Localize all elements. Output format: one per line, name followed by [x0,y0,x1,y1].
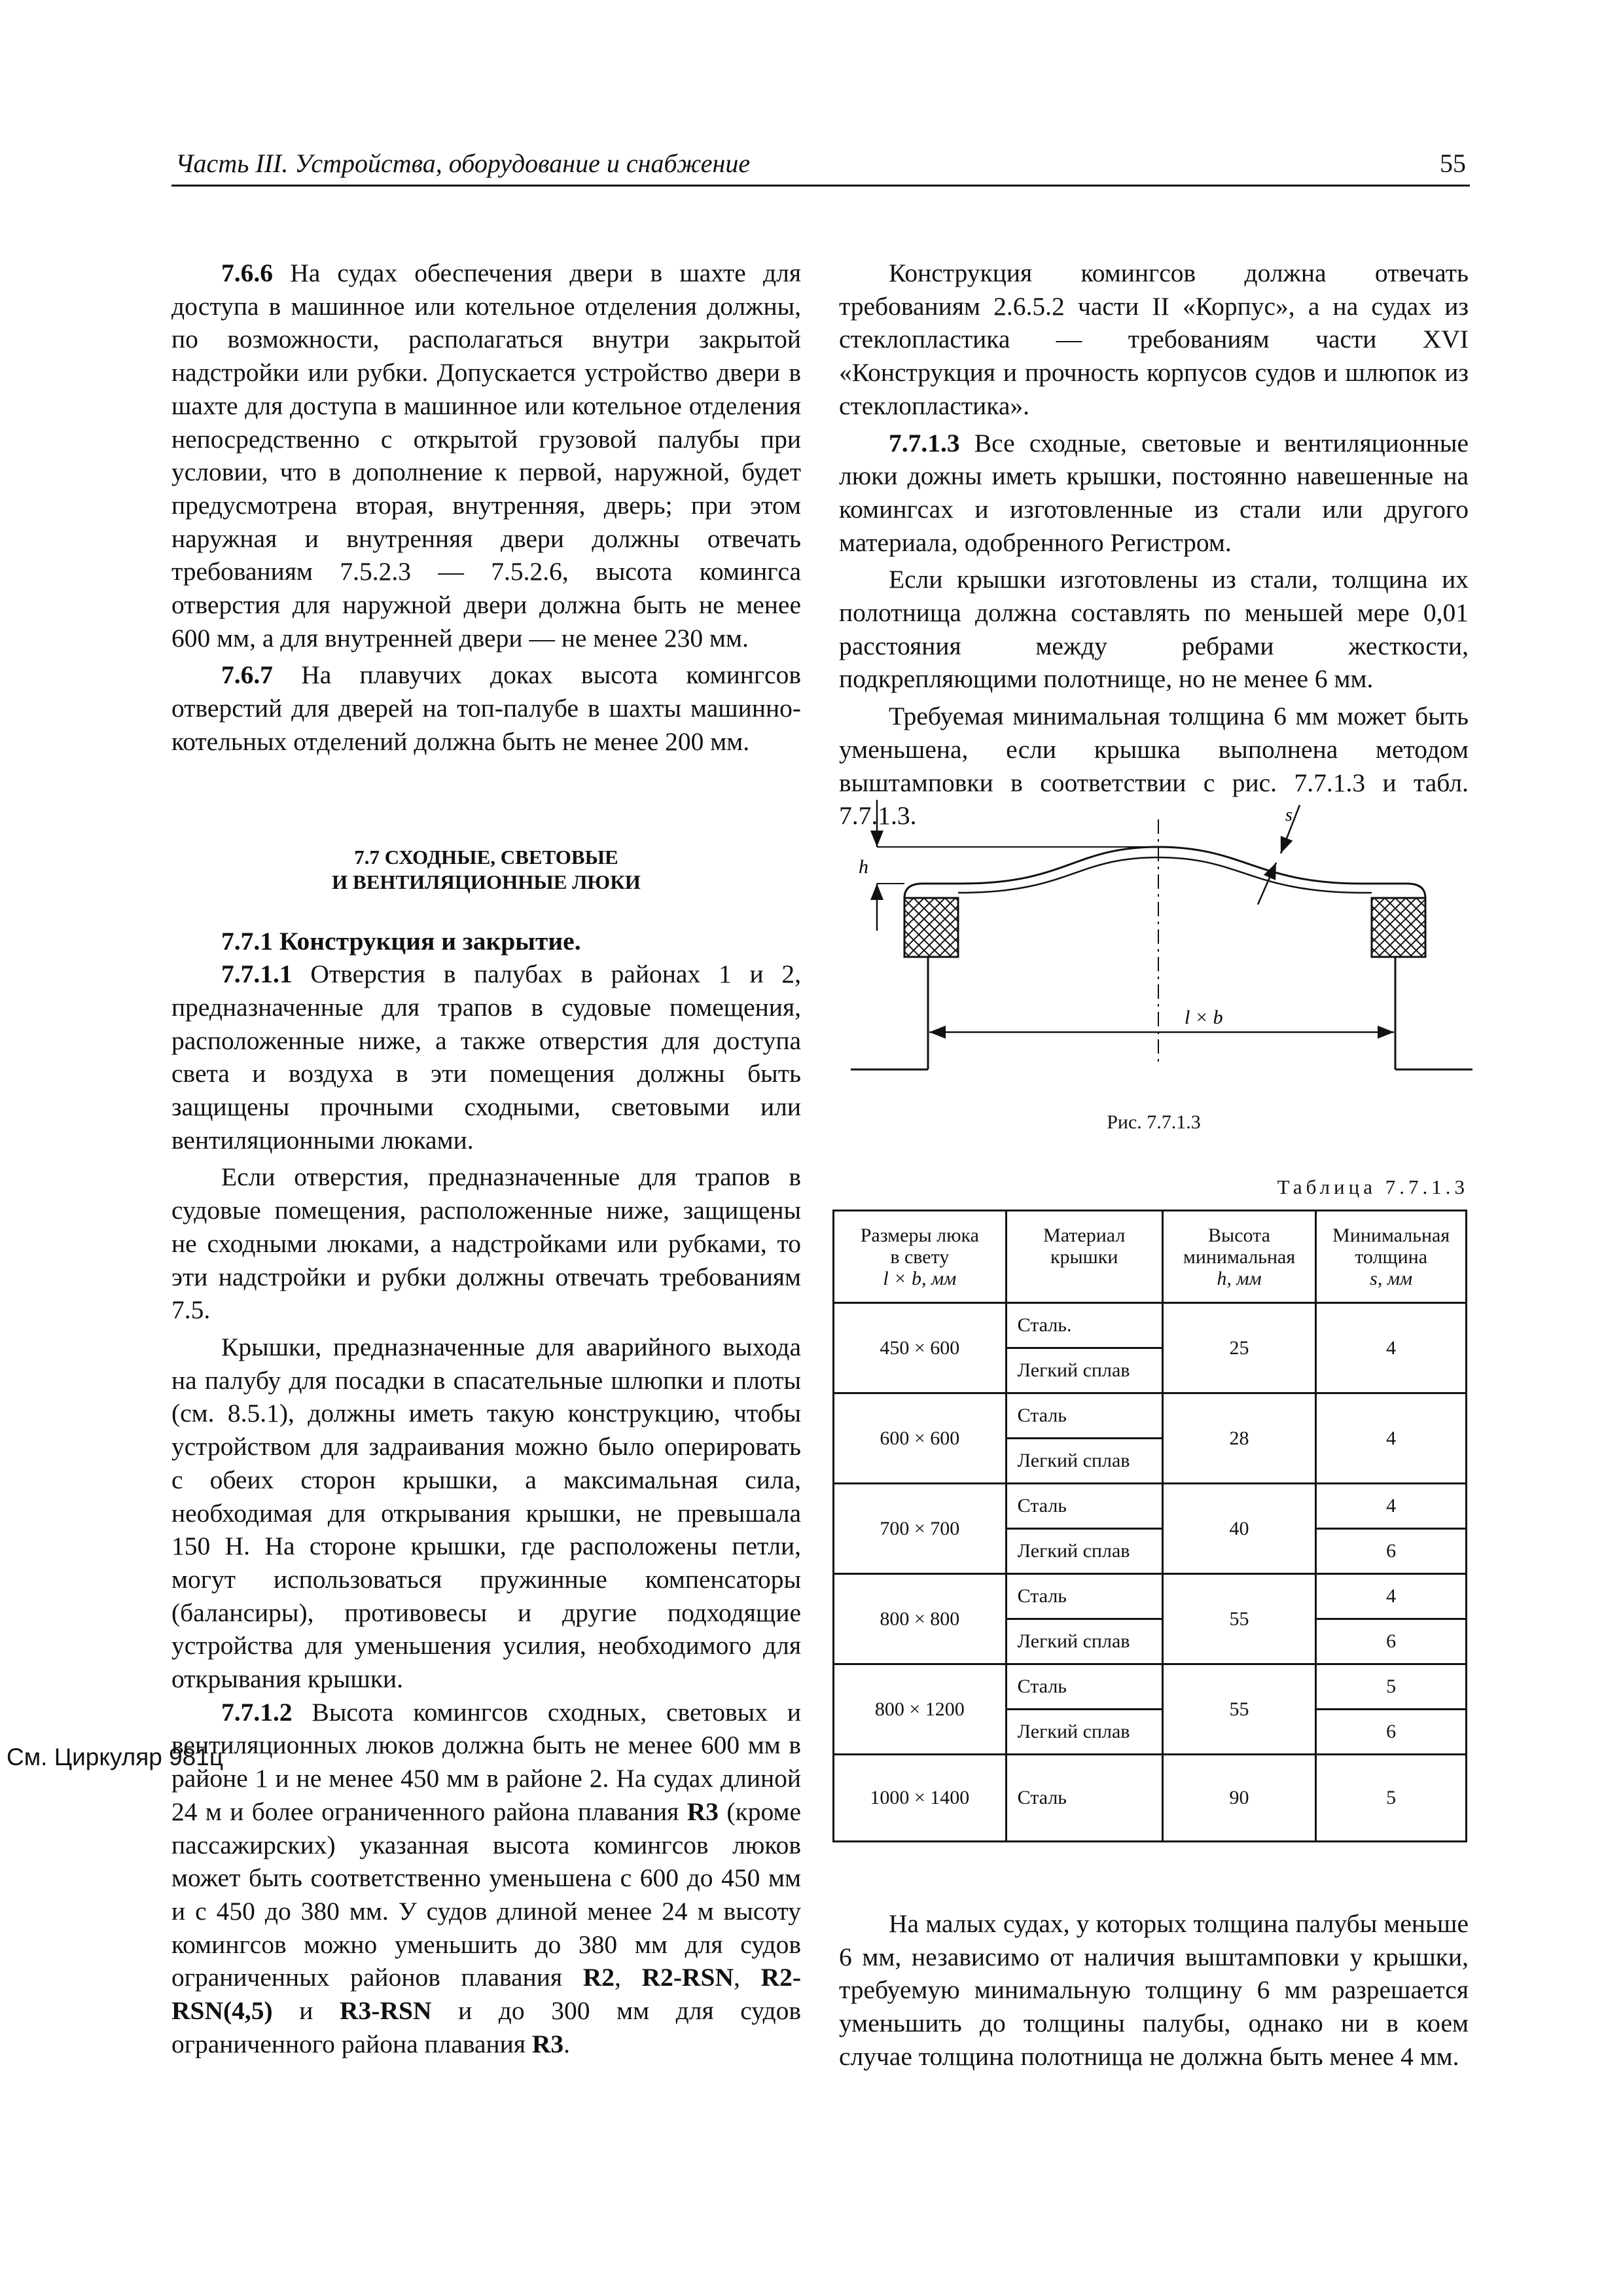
header-line: h, мм [1217,1267,1262,1289]
paragraph-steel-covers: Если крышки изготовлены из стали, толщина их полотнища должна составлять по меньшей мере 0,01 расстояния между ребрами жесткости, подкрепляющими полотнище, но не менее 6 мм. [839,565,1469,694]
cell-material: Легкий сплав [1006,1619,1162,1664]
separator: , [615,1963,642,1992]
right-column [839,257,1469,833]
cell-material: Сталь [1006,1574,1162,1619]
left-column [171,257,801,2060]
hatch-cover-table [832,1210,1467,1842]
cell-thickness: 5 [1316,1664,1467,1710]
navigation-area-code: R3-RSN [340,1996,432,2026]
paragraph-text: (кроме пассажирских) указанная высота комингсов люков может быть соответственно уменьшена с 600 до 450 мм и с 450 до 380 мм. У судов длиной менее 24 м высоту комингсов можно уменьшить до 380 мм для судов ограниченных районов плавания [171,1797,801,1992]
cell-thickness: 4 [1316,1303,1467,1393]
cell-thickness: 6 [1316,1619,1467,1664]
header-line: Высота [1208,1224,1270,1246]
header-line: s, мм [1370,1267,1413,1289]
separator: . [563,2029,571,2058]
s-label: s [1285,805,1293,825]
section-title-line: 7.7 СХОДНЫЕ, СВЕТОВЫЕ [354,845,618,869]
margin-note-circular: См. Циркуляр 981ц [7,1744,224,1770]
paragraph-7-7-1-3 [839,427,1469,560]
figure-caption: Рис. 7.7.1.3 [1107,1111,1201,1133]
gasket-left [904,898,958,957]
clause-number: 7.7.1.1 [221,960,293,989]
table-caption: Таблица 7.7.1.3 [1277,1175,1469,1198]
clause-number: 7.7.1.3 [889,428,960,457]
table-row [834,1303,1467,1348]
cell-size: 1000 × 1400 [834,1755,1007,1842]
paragraph-7-7-1-2 [171,1696,801,2061]
paragraph-openings: Если отверстия, предназначенные для трапов в судовые помещения, расположенные ниже, защищены не сходными люками, а надстройками или рубками, то эти надстройки и рубки должны отвечать требованиям 7.5. [171,1162,801,1325]
paragraph-7-7-1-1 [171,958,801,1157]
separator: , [734,1963,761,1992]
paragraph-text: Отверстия в палубах в районах 1 и 2, предназначенные для трапов в судовые помещения, расположенные ниже, а также отверстия для доступа света и воздуха в эти помещения должны быть защищены прочными сходными, световыми или вентиляционными люками. [171,960,801,1155]
table-header-material [1006,1211,1162,1303]
cell-thickness: 6 [1316,1710,1467,1755]
header-line: в свету [890,1246,950,1268]
navigation-area-code: R3 [531,2029,564,2058]
paragraph-small-vessels: На малых судах, у которых толщина палубы меньше 6 мм, независимо от наличия выштамповки у крышки, требуемую минимальную толщину 6 мм разрешается уменьшить до толщины палубы, однако ни в коем случае толщина полотнища не должна быть менее 4 мм. [839,1909,1469,2071]
table-row [834,1664,1467,1710]
cell-thickness: 4 [1316,1484,1467,1529]
paragraph-text: и до 300 мм для судов ограниченного района плавания [171,1996,801,2058]
cell-height: 90 [1162,1755,1316,1842]
cell-size: 600 × 600 [834,1393,1007,1484]
section-title [171,845,801,895]
header-line: минимальная [1183,1246,1296,1268]
paragraph-coamings: Конструкция комингсов должна отвечать требованиям 2.6.5.2 части II «Корпус», а на судах из стеклопластика — требованиям части XVI «Конструкция и прочность корпусов судов и шлюпок из стеклопластика». [839,259,1469,420]
hatch-cover-diagram [851,793,1472,1081]
table-header-thickness [1316,1211,1467,1303]
cell-material: Сталь [1006,1664,1162,1710]
header-line: l × b, мм [883,1267,957,1289]
navigation-area-code: R2 [582,1963,615,1992]
table-row [834,1393,1467,1439]
paragraph-text: На плавучих доках высота комингсов отверстий для дверей на топ-палубе в шахты машинно-котельных отделений должна быть не менее 200 мм. [171,660,801,756]
cell-thickness: 4 [1316,1574,1467,1619]
gasket-right [1372,898,1425,957]
table-row [834,1484,1467,1529]
paragraph-text: Высота комингсов сходных, световых и вентиляционных люков должна быть не менее 600 мм в районе 1 и не менее 450 мм в районе 2. На судах длиной 24 м и более ограниченного района плавания [171,1697,801,1826]
cell-material: Сталь [1006,1484,1162,1529]
paragraph-text: На судах обеспечения двери в шахте для доступа в машинное или котельное отделения должны, по возможности, располагаться внутри закрытой надстройки или рубки. Допускается устройство двери в шахте для доступа в машинное или котельное отделения непосредственно с открытой грузовой палубы при условии, что в дополнение к первой, наружной, будет предусмотрена вторая, внутренняя, дверь; при этом наружная и внутренняя двери должны отвечать требованиям 7.5.2.3 — 7.5.2.6, высота комингса отверстия для наружной двери должна быть не менее 600 мм, а для внутренней двери — не менее 230 мм. [171,259,801,653]
cell-size: 800 × 1200 [834,1664,1007,1755]
paragraph-covers: Крышки, предназначенные для аварийного выхода на палубу для посадки в спасательные шлюпки и плоты (см. 8.5.1), должны иметь такую конструкцию, чтобы устройством для задраивания можно было оперировать с обеих сторон крышки, а максимальная сила, необходимая для открывания крышки, не превышала 150 Н. На стороне крышки, где расположены петли, могут использоваться пружинные компенсаторы (балансиры), противовесы и другие подходящие устройства для уменьшения усилия, необходимого для открывания крышки. [171,1332,801,1694]
section-title-line: И ВЕНТИЛЯЦИОННЫЕ ЛЮКИ [332,870,641,893]
running-header-title: Часть III. Устройства, оборудование и снабжение [175,149,751,178]
cover-plate-lower [958,857,1372,893]
navigation-area-code: R2-RSN [641,1963,734,1992]
cell-material: Легкий сплав [1006,1439,1162,1484]
separator: и [272,1996,340,2026]
cell-thickness: 6 [1316,1529,1467,1574]
cover-plate-upper [904,847,1425,898]
table-header-row [834,1211,1467,1303]
navigation-area-code: R3 [687,1797,719,1826]
paragraph-7-6-6 [171,257,801,655]
cell-material: Легкий сплав [1006,1348,1162,1393]
table-row [834,1755,1467,1842]
cell-material: Сталь [1006,1393,1162,1439]
header-line: Размеры люка [860,1224,979,1246]
navigation-area-code: R2-RSN(4,5) [171,1963,802,2026]
header-line: Материал [1043,1224,1126,1246]
page-number: 55 [1440,149,1466,178]
cell-height: 25 [1162,1303,1316,1393]
cell-thickness: 5 [1316,1755,1467,1842]
lb-label: l × b [1185,1007,1223,1028]
table-row [834,1574,1467,1619]
table-header-size [834,1211,1007,1303]
cell-height: 55 [1162,1664,1316,1755]
cell-height: 40 [1162,1484,1316,1574]
table-header-height [1162,1211,1316,1303]
cell-material: Сталь. [1006,1303,1162,1348]
cell-material: Легкий сплав [1006,1710,1162,1755]
clause-number: 7.6.7 [221,660,273,690]
paragraph-7-6-7 [171,658,801,758]
paragraph-min-thickness: Требуемая минимальная толщина 6 мм может быть уменьшена, если крышка выполнена методом выштамповки в соответствии с рис. 7.7.1.3 и табл. 7.7.1.3. [839,702,1469,831]
cell-material: Легкий сплав [1006,1529,1162,1574]
running-header [171,145,1470,187]
subsection-heading-text: 7.7.1 Конструкция и закрытие. [221,926,581,956]
cell-size: 450 × 600 [834,1303,1007,1393]
cell-height: 28 [1162,1393,1316,1484]
cell-height: 55 [1162,1574,1316,1664]
header-line: крышки [1050,1246,1118,1268]
cell-size: 700 × 700 [834,1484,1007,1574]
paragraph-text: Все сходные, световые и вентиляционные люки дожны иметь крышки, постоянно навешенные на комингсах и изготовленные из стали или другого материала, одобренного Регистром. [839,428,1469,557]
after-table-text [839,1907,1469,2073]
subsection-heading [171,925,801,958]
header-line: Минимальная [1332,1224,1450,1246]
cell-material: Сталь [1006,1755,1162,1842]
header-line: толщина [1355,1246,1428,1268]
clause-number: 7.6.6 [221,259,273,287]
h-label: h [859,856,868,878]
cell-thickness: 4 [1316,1393,1467,1484]
clause-number: 7.7.1.2 [221,1697,293,1727]
cell-size: 800 × 800 [834,1574,1007,1664]
